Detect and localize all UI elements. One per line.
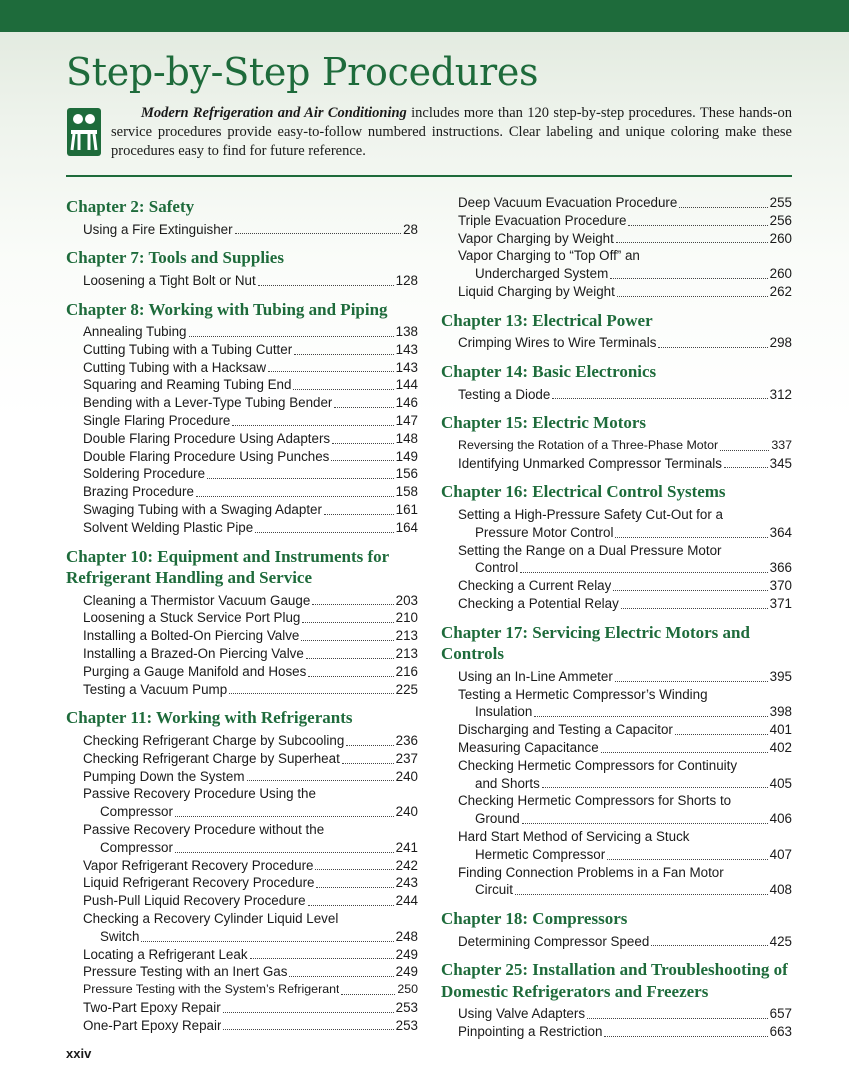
top-color-bar [0,0,849,32]
entry-title-line1: Passive Recovery Procedure Using the [83,786,316,802]
toc-entry[interactable] [475,524,792,542]
entry-title: Double Flaring Procedure Using Punches [83,448,330,464]
toc-entry[interactable] [83,592,418,610]
page-number: 663 [769,1024,792,1040]
toc-entry[interactable] [83,750,418,768]
leader-dots [189,336,394,337]
intro-text: includes more than 120 step-by-step procedures. These hands-on service procedures provide easy-to-follow numbered instructions. Clear labeling and unique coloring make these procedures easy to find for future reference. [111,105,792,159]
page-number: 148 [395,430,418,446]
toc-entry[interactable] [83,892,418,910]
chapter-heading: Chapter 2: Safety [66,197,195,216]
entry-title-line1: Setting a High-Pressure Safety Cut-Out for a [458,506,723,522]
entry-title: Testing a Diode [458,386,551,402]
page-number: 146 [395,395,418,411]
leader-dots [308,905,394,906]
toc-entry[interactable] [83,359,418,377]
leader-dots [604,1036,767,1037]
toc-entry[interactable] [458,933,792,951]
leader-dots [346,745,393,746]
toc-entry[interactable] [475,703,792,721]
page-number: 406 [769,811,792,827]
entry-title: Pumping Down the System [83,768,245,784]
entry-title: Undercharged System [475,266,609,282]
entry-title: Loosening a Stuck Service Port Plug [83,610,301,626]
leader-dots [247,780,394,781]
page-number: 395 [769,668,792,684]
chapter-heading: Chapter 8: Working with Tubing and Piping [66,299,388,319]
toc-entry[interactable] [458,577,792,595]
toc-entry[interactable] [458,1023,792,1041]
toc-entry[interactable] [458,739,792,757]
page-number: 298 [769,335,792,351]
entry-title: Pinpointing a Restriction [458,1024,603,1040]
header-divider [66,175,792,177]
leader-dots [616,242,768,243]
leader-dots [141,941,393,942]
entry-title: Loosening a Tight Bolt or Nut [83,272,256,288]
entry-title: Solvent Welding Plastic Pipe [83,519,254,535]
entry-title: Cutting Tubing with a Hacksaw [83,359,267,375]
leader-dots [658,347,767,348]
page-number: 253 [395,999,418,1015]
entry-title: Switch [100,928,140,944]
chapter-heading: Chapter 11: Working with Refrigerants [66,708,353,728]
entry-title: Double Flaring Procedure Using Adapters [83,430,331,446]
page-number: 425 [769,933,792,949]
entry-title: Checking a Potential Relay [458,595,619,611]
toc-entry[interactable] [100,803,418,821]
page-number: 144 [395,377,418,393]
leader-dots [294,354,393,355]
page-number: 253 [395,1017,418,1033]
page-number: 366 [769,560,792,576]
entry-title: Insulation [475,704,533,720]
leader-dots [679,207,767,208]
page-number: 312 [769,386,792,402]
chapter-heading: Chapter 13: Electrical Power [441,310,653,330]
entry-title: Vapor Charging by Weight [458,230,614,246]
leader-dots [675,734,768,735]
entry-title: Testing a Vacuum Pump [83,681,228,697]
page-number: 657 [769,1006,792,1022]
page-number: 164 [395,519,418,535]
entry-title: Using Valve Adapters [458,1006,586,1022]
leader-dots [610,278,767,279]
leader-dots [324,514,394,515]
entry-title: Locating a Refrigerant Leak [83,946,248,962]
toc-column-right [441,194,792,1041]
entry-title: Installing a Brazed-On Piercing Valve [83,646,304,662]
toc-entry[interactable] [83,874,418,892]
toc-entry[interactable] [458,437,792,455]
toc-entry[interactable] [83,857,418,875]
toc-entry[interactable] [83,430,418,448]
toc-entry[interactable] [458,283,792,301]
toc-entry[interactable] [83,981,418,999]
toc-entry[interactable] [83,627,418,645]
page-number: 364 [769,524,792,540]
entry-title: Ground [475,811,520,827]
entry-title-line1: Checking Hermetic Compressors for Shorts to [458,793,732,809]
toc-entry[interactable] [83,681,418,699]
entry-title: Checking Refrigerant Charge by Subcooling [83,732,345,748]
toc-entry[interactable] [475,559,792,577]
toc-entry[interactable] [83,341,418,359]
leader-dots [175,816,394,817]
page-number: 243 [395,875,418,891]
leader-dots [302,622,393,623]
entry-title: Deep Vacuum Evacuation Procedure [458,195,678,210]
leader-dots [175,852,394,853]
page-number: 240 [395,804,418,820]
toc-entry[interactable] [83,501,418,519]
entry-title: Squaring and Reaming Tubing End [83,377,292,393]
page-number: 407 [769,846,792,862]
entry-title: Cleaning a Thermistor Vacuum Gauge [83,592,311,608]
page-number: 371 [769,595,792,611]
leader-dots [306,658,394,659]
entry-title: Compressor [100,839,173,855]
leader-dots [552,398,767,399]
page-number: 260 [769,230,792,246]
leader-dots [308,676,393,677]
toc-column-left [66,194,418,1034]
entry-title-line1: Testing a Hermetic Compressor’s Winding [458,686,708,702]
entry-title: Reversing the Rotation of a Three-Phase Motor [458,437,719,452]
book-title: Modern Refrigeration and Air Conditioning [141,105,407,121]
entry-title: Two-Part Epoxy Repair [83,999,221,1015]
leader-dots [207,478,394,479]
leader-dots [520,572,767,573]
leader-dots [316,887,393,888]
entry-title: Control [475,560,519,576]
leader-dots [617,296,768,297]
page-number: 256 [769,212,792,228]
leader-dots [720,450,769,451]
page-number: 249 [395,964,418,980]
toc-entry[interactable] [83,768,418,786]
chapter-heading: Chapter 16: Electrical Control Systems [441,482,726,502]
page-number: 370 [769,578,792,594]
entry-title: and Shorts [475,775,540,791]
leader-dots [268,371,394,372]
leader-dots [542,787,768,788]
toc-entry[interactable] [100,839,418,857]
entry-title: Vapor Refrigerant Recovery Procedure [83,857,314,873]
page-number: 244 [395,893,418,909]
toc-entry[interactable] [83,483,418,501]
toc-entry[interactable] [458,595,792,613]
leader-dots [301,640,393,641]
toc-entry[interactable] [83,394,418,412]
entry-title: Checking Refrigerant Charge by Superheat [83,750,340,766]
entry-title-line1: Setting the Range on a Dual Pressure Motor [458,542,722,558]
toc-entry[interactable] [83,272,418,290]
leader-dots [522,823,768,824]
leader-dots [332,443,394,444]
technician-pair-icon [67,108,101,156]
leader-dots [312,604,393,605]
entry-title: Triple Evacuation Procedure [458,212,627,228]
toc-entry[interactable] [83,946,418,964]
page-number: 210 [395,610,418,626]
page-number: 149 [395,448,418,464]
page-number: 213 [395,646,418,662]
leader-dots [235,233,402,234]
leader-dots [515,894,768,895]
chapter-heading: Chapter 17: Servicing Electric Motors and Controls [441,622,750,664]
page-number: 250 [397,982,418,997]
toc-entry[interactable] [475,775,792,793]
chapter-heading: Chapter 14: Basic Electronics [441,362,657,382]
entry-title-line1: Hard Start Method of Servicing a Stuck [458,828,690,844]
leader-dots [651,945,767,946]
toc-entry[interactable] [83,645,418,663]
page-number: 216 [395,663,418,679]
entry-title-line1: Checking a Recovery Cylinder Liquid Level [83,910,339,926]
page-number: 28 [403,221,418,237]
page-number: 405 [769,775,792,791]
entry-title: Pressure Motor Control [475,524,614,540]
entry-title: Discharging and Testing a Capacitor [458,722,673,738]
entry-title: One-Part Epoxy Repair [83,1017,222,1033]
entry-title: Hermetic Compressor [475,846,606,862]
leader-dots [724,467,768,468]
toc-entry[interactable] [475,881,792,899]
toc-entry[interactable] [83,376,418,394]
toc-entry[interactable] [83,221,418,239]
page-number: 402 [769,739,792,755]
page-folio: xxiv [66,1046,92,1061]
toc-entry[interactable] [475,265,792,283]
leader-dots [601,752,768,753]
entry-title-line1: Vapor Charging to “Top Off” an [458,248,640,264]
entry-title: Circuit [475,882,513,898]
entry-title: Using a Fire Extinguisher [83,221,233,237]
leader-dots [315,869,393,870]
entry-title: Liquid Charging by Weight [458,283,615,299]
entry-title: Compressor [100,804,173,820]
entry-title: Single Flaring Procedure [83,413,231,429]
leader-dots [250,958,394,959]
page-number: 240 [395,768,418,784]
leader-dots [587,1018,768,1019]
page-number: 237 [395,750,418,766]
page-number: 248 [395,928,418,944]
entry-title: Soldering Procedure [83,466,206,482]
toc-entry[interactable] [83,412,418,430]
toc-entry[interactable] [83,1017,418,1035]
entry-title: Annealing Tubing [83,324,187,340]
page-number: 345 [769,455,792,471]
entry-title: Pressure Testing with an Inert Gas [83,964,288,980]
leader-dots [289,976,393,977]
entry-title-line1: Passive Recovery Procedure without the [83,821,325,837]
page-number: 241 [395,839,418,855]
toc-entry[interactable] [83,448,418,466]
toc-entry[interactable] [458,455,792,473]
page-number: 249 [395,946,418,962]
leader-dots [607,859,767,860]
entry-title: Cutting Tubing with a Tubing Cutter [83,341,293,357]
page-number: 147 [395,413,418,429]
leader-dots [628,225,767,226]
toc-entry[interactable] [458,721,792,739]
leader-dots [232,425,393,426]
entry-title: Bending with a Lever-Type Tubing Bender [83,395,333,411]
toc-entry[interactable] [458,212,792,230]
toc-entry[interactable] [458,1005,792,1023]
toc-entry[interactable] [83,609,418,627]
page-number: 158 [395,484,418,500]
toc-entry[interactable] [100,928,418,946]
toc-entry[interactable] [83,663,418,681]
entry-title: Measuring Capacitance [458,739,599,755]
entry-title: Swaging Tubing with a Swaging Adapter [83,502,322,518]
page-number: 401 [769,722,792,738]
chapter-heading: Chapter 10: Equipment and Instruments for Refrigerant Handling and Service [66,546,389,588]
entry-title: Purging a Gauge Manifold and Hoses [83,663,307,679]
page-number: 156 [395,466,418,482]
entry-title-line1: Checking Hermetic Compressors for Continuity [458,757,738,773]
toc-entry[interactable] [458,334,792,352]
page-number: 255 [769,195,792,210]
intro-paragraph [111,104,792,161]
leader-dots [341,994,395,995]
chapter-heading: Chapter 18: Compressors [441,909,628,929]
entry-title: Liquid Refrigerant Recovery Procedure [83,875,315,891]
toc-entry[interactable] [458,230,792,248]
toc-entry[interactable] [83,963,418,981]
entry-title: Using an In-Line Ammeter [458,668,613,684]
entry-title: Pressure Testing with the System’s Refrigerant [83,982,340,997]
toc-entry[interactable] [458,194,792,212]
leader-dots [334,407,393,408]
page-title: Step-by-Step Procedures [66,50,539,94]
leader-dots [293,389,393,390]
page-number: 143 [395,341,418,357]
page-number: 213 [395,628,418,644]
page-number: 138 [395,324,418,340]
entry-title: Push-Pull Liquid Recovery Procedure [83,893,306,909]
toc-entry[interactable] [83,732,418,750]
entry-title: Identifying Unmarked Compressor Terminals [458,455,722,471]
entry-title-line1: Finding Connection Problems in a Fan Motor [458,864,724,880]
toc-entry[interactable] [83,323,418,341]
entry-title: Determining Compressor Speed [458,933,650,949]
page-number: 242 [395,857,418,873]
leader-dots [258,285,394,286]
leader-dots [196,496,394,497]
page-number: 225 [395,681,418,697]
toc-entry[interactable] [458,386,792,404]
chapter-heading: Chapter 15: Electric Motors [441,413,647,433]
toc-entry[interactable] [83,999,418,1017]
toc-entry[interactable] [458,668,792,686]
page-number: 128 [395,272,418,288]
toc-entry[interactable] [475,810,792,828]
page-number: 161 [395,502,418,518]
chapter-heading: Chapter 7: Tools and Supplies [66,248,284,268]
leader-dots [229,693,394,694]
entry-title: Brazing Procedure [83,484,194,500]
page-number: 260 [769,266,792,282]
leader-dots [615,681,768,682]
page-number: 203 [395,592,418,608]
page-number: 262 [769,283,792,299]
page-number: 236 [395,732,418,748]
leader-dots [255,532,393,533]
leader-dots [223,1029,393,1030]
page-number: 408 [769,882,792,898]
entry-title: Crimping Wires to Wire Terminals [458,335,657,351]
page-number: 143 [395,359,418,375]
chapter-heading: Chapter 25: Installation and Troubleshooting of Domestic Refrigerators and Freezers [441,960,788,1001]
page-number: 398 [769,704,792,720]
leader-dots [621,608,768,609]
leader-dots [534,716,767,717]
entry-title: Installing a Bolted-On Piercing Valve [83,628,300,644]
toc-entry[interactable] [83,465,418,483]
toc-entry[interactable] [475,846,792,864]
leader-dots [342,763,394,764]
leader-dots [331,460,393,461]
page-number: 337 [771,437,792,452]
leader-dots [615,537,767,538]
leader-dots [223,1012,394,1013]
toc-entry[interactable] [83,519,418,537]
leader-dots [613,590,767,591]
entry-title: Checking a Current Relay [458,578,612,594]
